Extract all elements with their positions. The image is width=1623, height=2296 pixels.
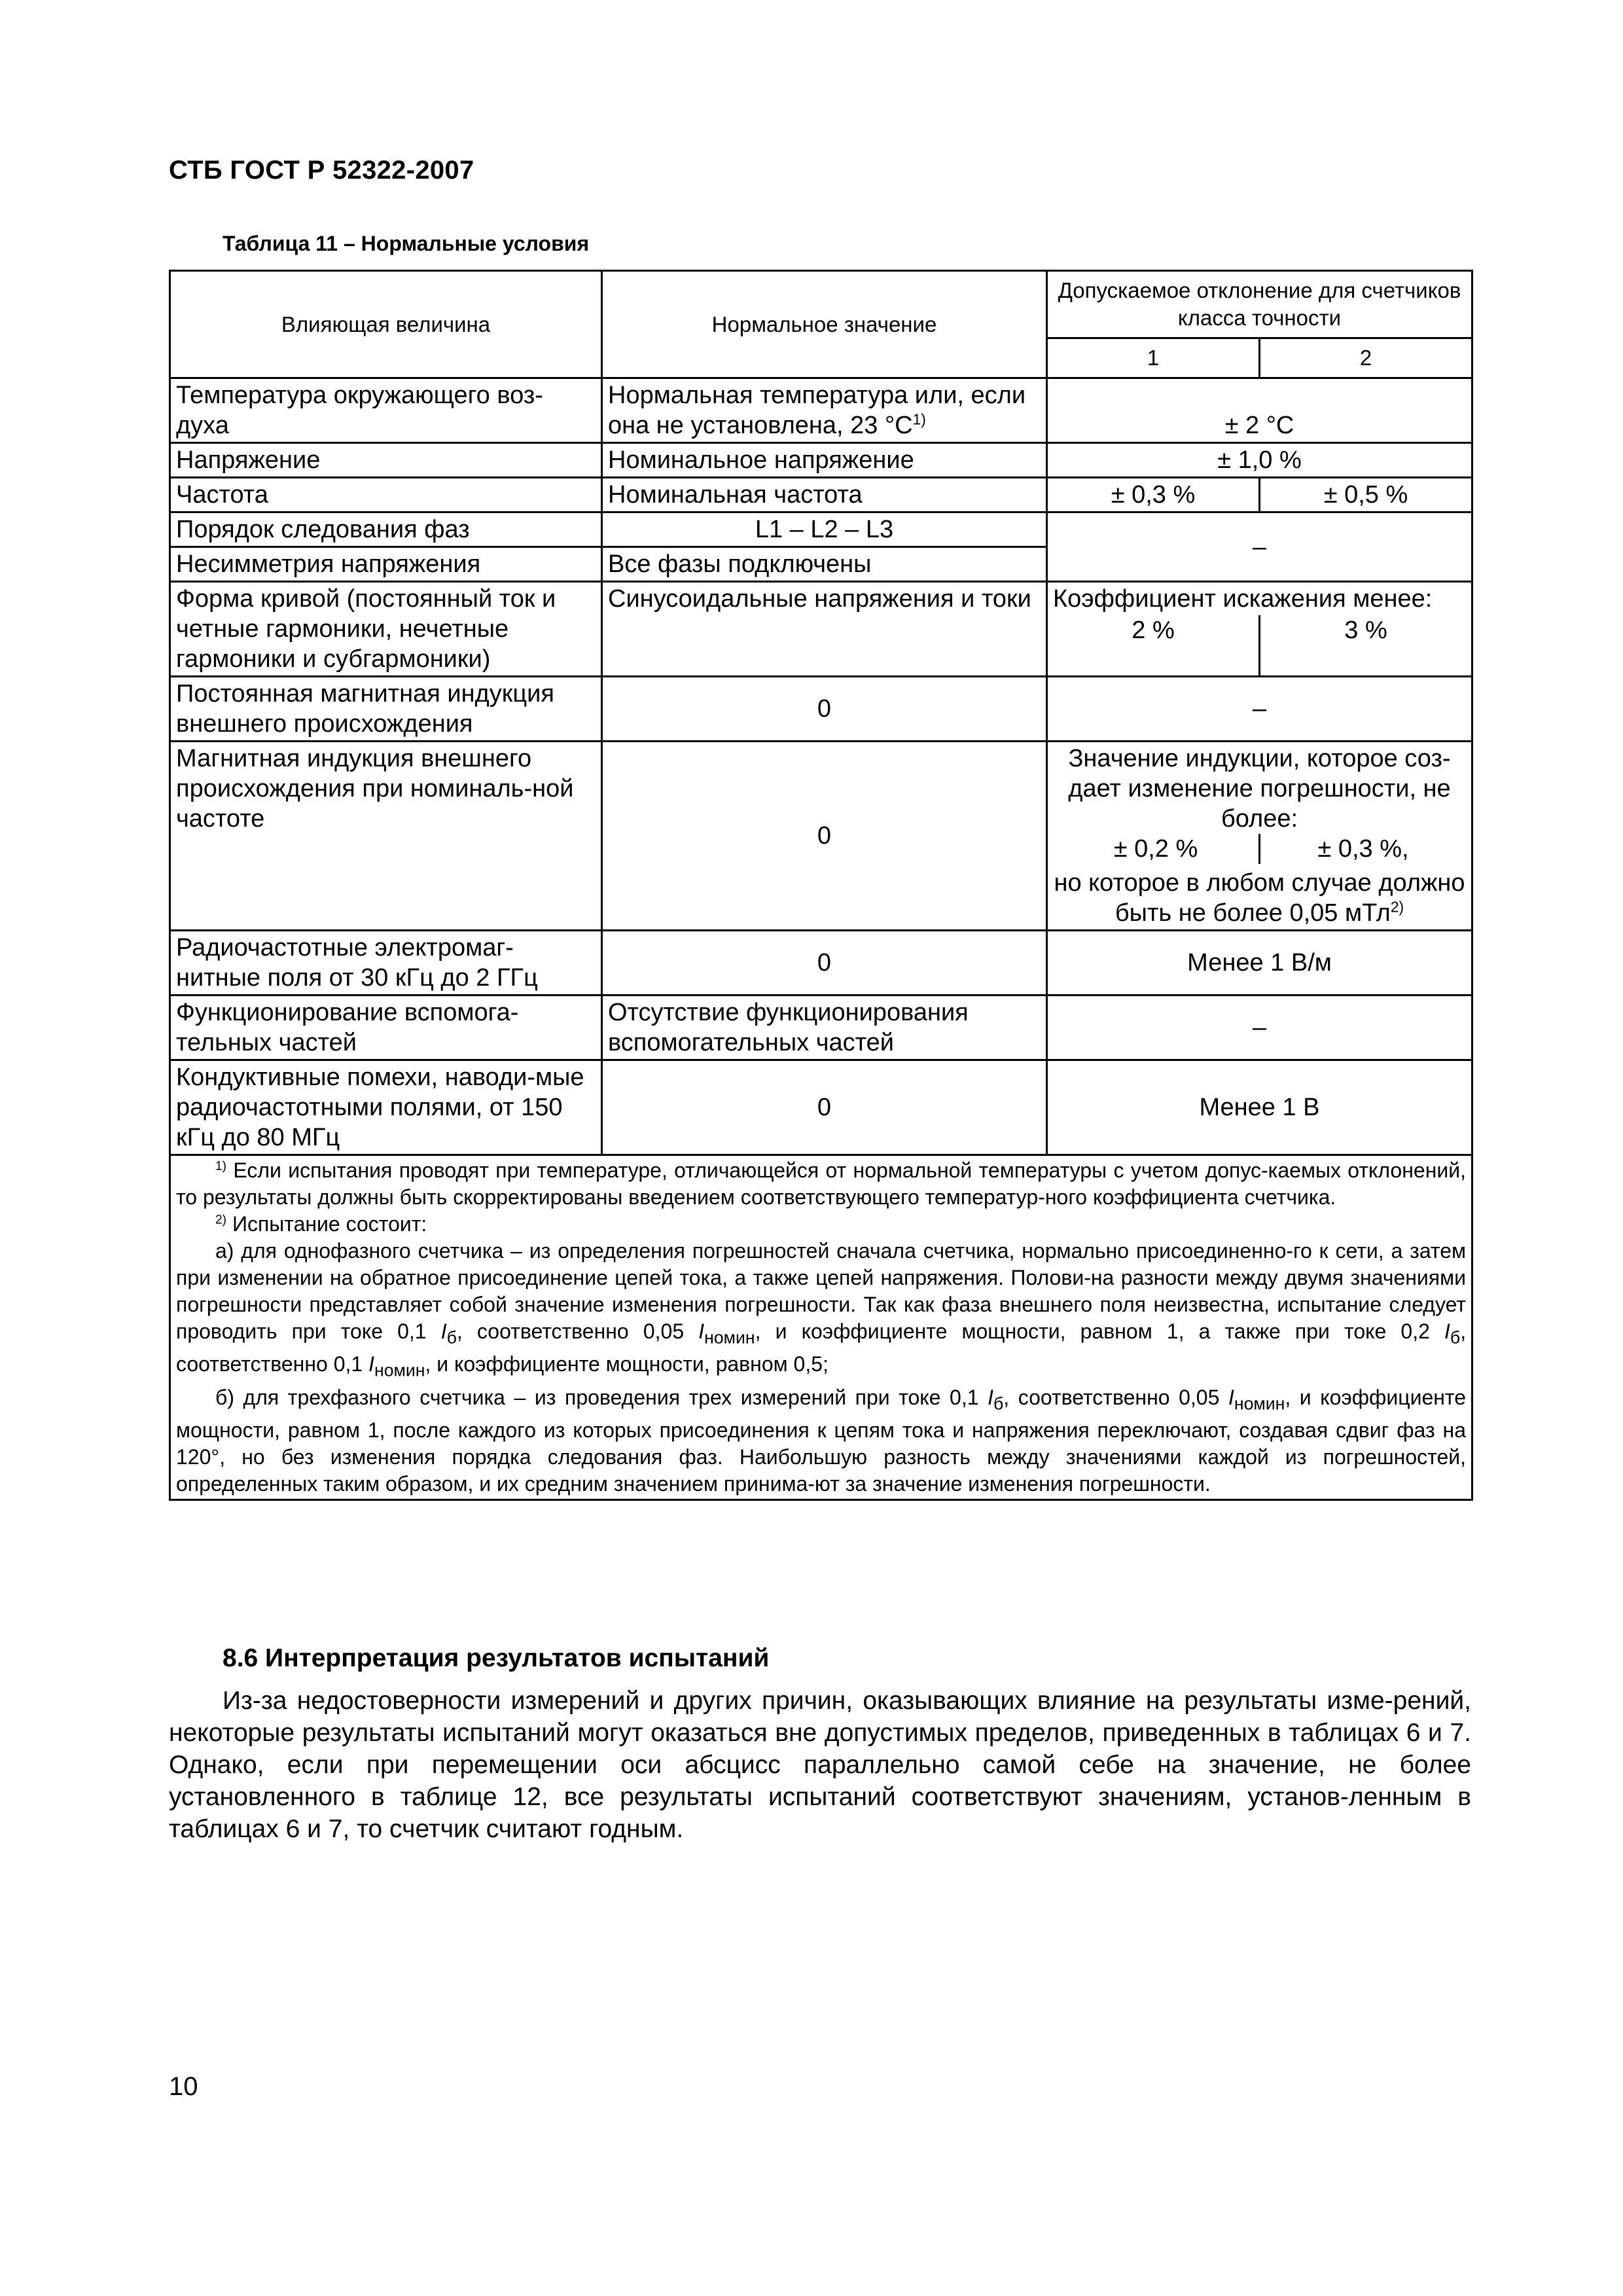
row-value: Номинальная частота: [602, 478, 1047, 512]
table-notes-row: [170, 1155, 1472, 1500]
row-value: 0: [602, 1060, 1047, 1155]
normal-conditions-table: [169, 270, 1473, 1501]
footnote-2-item-b: б) для трехфазного счетчика – из проведения трех измерений при токе 0,1 $I_б$, соответственно 0,05 $I_{номин}$, и коэффициенте мощности, равном 1, после каждого из которых присоединения к цепям тока и напряжения переключают, создавая сдвиг фаз на 120°, но без изменения порядка следования фаз. Наибольшую разность между значениями каждой из погрешностей, определенных таким образом, и их средним значением принима-ют за значение изменения погрешности.: [176, 1385, 1467, 1496]
table-row: [170, 742, 1472, 931]
row-deviation: ± 2 °С: [1047, 378, 1472, 443]
row-name: Частота: [170, 478, 602, 512]
table-row: [170, 512, 1472, 547]
row-name: Постоянная магнитная индукция внешнего происхождения: [170, 677, 602, 742]
table-row: [170, 378, 1472, 443]
row-deviation-class-2: ± 0,5 %: [1260, 478, 1472, 512]
row-name: Порядок следования фаз: [170, 512, 602, 547]
row-deviation: –: [1047, 996, 1472, 1060]
deviation-class-2: 3 %: [1344, 617, 1387, 644]
table-row: [170, 996, 1472, 1060]
row-value: Номинальное напряжение: [602, 443, 1047, 478]
footnote-2: $^{2)}$ Испытание состоит:: [215, 1212, 427, 1236]
row-deviation: ± 1,0 %: [1047, 443, 1472, 478]
deviation-class-1: ± 0,2 %: [1053, 834, 1260, 864]
row-name: Кондуктивные помехи, наводи-мые радиочастотными полями, от 150 кГц до 80 МГц: [170, 1060, 602, 1155]
header-deviation: Допускаемое отклонение для счетчиков класса точности: [1047, 271, 1472, 338]
table-caption: Таблица 11 – Нормальные условия: [223, 232, 590, 255]
deviation-class-2: ± 0,3 %,: [1317, 835, 1409, 863]
row-value-text: Нормальная температура или, если она не установлена, 23 °С: [608, 382, 1026, 439]
row-value: Отсутствие функционирования вспомогательных частей: [602, 996, 1047, 1060]
row-deviation: –: [1047, 677, 1472, 742]
header-class-2: 2: [1260, 338, 1472, 378]
row-deviation: [1047, 582, 1472, 677]
table-row: [170, 1060, 1472, 1155]
table-row: [170, 443, 1472, 478]
section-heading: 8.6 Интерпретация результатов испытаний: [223, 1644, 770, 1672]
footnote-ref: 1): [912, 410, 926, 428]
header-normal-value: Нормальное значение: [602, 271, 1047, 378]
row-deviation: Менее 1 В: [1047, 1060, 1472, 1155]
row-value: [602, 378, 1047, 443]
footnote-ref: 2): [1390, 898, 1404, 916]
row-name: Температура окружающего воз-духа: [170, 378, 602, 443]
row-deviation: Менее 1 В/м: [1047, 931, 1472, 996]
table-row: [170, 582, 1472, 677]
table-row: [170, 478, 1472, 512]
row-name: Напряжение: [170, 443, 602, 478]
footnote-1: $^{1)}$ Если испытания проводят при температуре, отличающейся от нормальной температуры с учетом допус-каемых отклонений, то результаты должны быть скорректированы введением соответствующего температур-ного коэффициента счетчика.: [176, 1158, 1467, 1209]
row-name: Функционирование вспомога-тельных частей: [170, 996, 602, 1060]
row-name: Форма кривой (постоянный ток и четные гармоники, нечетные гармоники и субгармоники): [170, 582, 602, 677]
row-value: Все фазы подключены: [602, 547, 1047, 582]
row-deviation: –: [1047, 512, 1472, 582]
table-header-row: [170, 271, 1472, 338]
footnote-2-item-a: а) для однофазного счетчика – из определения погрешностей сначала счетчика, нормально присоединенно-го к сети, а затем при изменении на обратное присоединение цепей тока, а также цепей напряжения. Полови-на разности между двумя значениями погрешности представляет собой значение изменения погрешности. Так как фаза внешнего поля неизвестна, испытание следует проводить при токе 0,1 $I_б$, соответственно 0,05 $I_{номин}$, и коэффициенте мощности, равном 1, а также при токе 0,2 $I_б$, соответственно 0,1 $I_{номин}$, и коэффициенте мощности, равном 0,5;: [176, 1239, 1467, 1380]
row-name: Магнитная индукция внешнего происхождения при номиналь-ной частоте: [170, 742, 602, 931]
row-name: Несимметрия напряжения: [170, 547, 602, 582]
deviation-class-1: 2 %: [1048, 615, 1260, 675]
row-name: Радиочастотные электромаг-нитные поля от 30 кГц до 2 ГГц: [170, 931, 602, 996]
row-value: L1 – L2 – L3: [602, 512, 1047, 547]
table-row: [170, 931, 1472, 996]
row-deviation: [1047, 742, 1472, 931]
row-value: Синусоидальные напряжения и токи: [602, 582, 1047, 677]
footnote-mark: 2): [215, 1213, 227, 1227]
header-influence: Влияющая величина: [170, 271, 602, 378]
table-row: [170, 677, 1472, 742]
deviation-label: Коэффициент искажения менее:: [1053, 585, 1433, 613]
header-class-1: 1: [1047, 338, 1260, 378]
row-value: 0: [602, 931, 1047, 996]
row-value: 0: [602, 677, 1047, 742]
deviation-label: Значение индукции, которое соз-дает изменение погрешности, не более:: [1068, 745, 1451, 833]
page-number: 10: [169, 2072, 198, 2101]
section-paragraph: Из-за недостоверности измерений и других причин, оказывающих влияние на результаты изме-рений, некоторые результаты испытаний могут оказаться вне допустимых пределов, приведенных в таблицах 6 и 7. Однако, если при перемещении оси абсцисс параллельно самой себе на значение, не более установленного в таблице 12, все результаты испытаний соответствуют значениям, установ-ленным в таблицах 6 и 7, то счетчик считают годным.: [169, 1687, 1471, 1843]
deviation-note: но которое в любом случае должно быть не более 0,05 мТл: [1054, 869, 1465, 927]
row-deviation-class-1: ± 0,3 %: [1047, 478, 1260, 512]
row-value: 0: [602, 742, 1047, 931]
footnote-mark: 1): [215, 1159, 227, 1174]
document-header: СТБ ГОСТ Р 52322-2007: [169, 156, 474, 185]
table-notes: [170, 1155, 1472, 1500]
